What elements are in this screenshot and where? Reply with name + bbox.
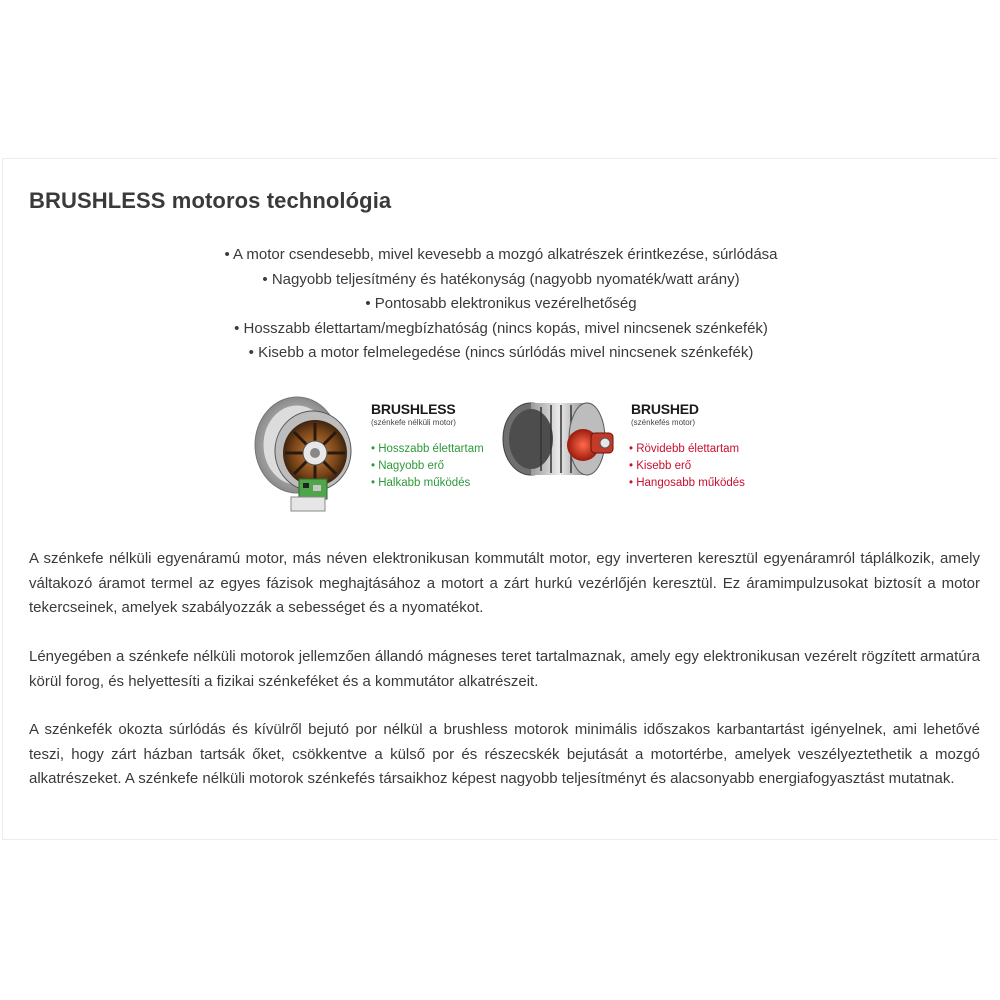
brushless-title: BRUSHLESS xyxy=(371,401,456,417)
bullet-item: • Nagyobb teljesítmény és hatékonyság (nagyobb nyomaték/watt arány) xyxy=(262,270,740,288)
brushed-feature: • Rövidebb élettartam xyxy=(629,443,740,455)
brushless-feature-list xyxy=(371,441,484,492)
brushed-feature: • Hangosabb működés xyxy=(629,477,745,489)
brushed-motor-image xyxy=(501,399,619,481)
brushless-feature: • Halkabb működés xyxy=(371,477,471,489)
brushed-title: BRUSHED xyxy=(631,401,699,417)
body-paragraph: A szénkefe nélküli egyenáramú motor, más néven elektronikusan kommutált motor, egy inverteren keresztül egyenáramról táplálkozik, amely váltakozó áramot termel az egyes fázisok meghajtásához a motort a zárt hurkú vezérlőjén keresztül. Ez áramimpulzusokat biztosít a motor tekercseinek, amelyek szabályozzák a sebességet és a nyomatékot. xyxy=(29,550,980,616)
brushed-feature-list xyxy=(629,441,745,492)
bullet-item: • Pontosabb elektronikus vezérelhetőség xyxy=(365,295,637,312)
bullet-item: • A motor csendesebb, mivel kevesebb a mozgó alkatrészek érintkezése, súrlódása xyxy=(224,246,778,263)
body-paragraph: Lényegében a szénkefe nélküli motorok jellemzően állandó mágneses teret tartalmaznak, amely egy elektronikusan vezérelt rögzített armatúra körül forog, és helyettesíti a fizikai szénkeféket és a kommutátor alkatrészeit. xyxy=(29,648,980,690)
bullet-item: • Hosszabb élettartam/megbízhatóság (nincs kopás, mivel nincsenek szénkefék) xyxy=(234,319,768,337)
bullet-item: • Kisebb a motor felmelegedése (nincs súrlódás mivel nincsenek szénkefék) xyxy=(248,344,754,361)
brushless-motor-image xyxy=(251,393,369,523)
brushless-subtitle: (szénkefe nélküli motor) xyxy=(371,418,456,427)
brushless-feature: • Nagyobb erő xyxy=(371,460,445,472)
content-panel xyxy=(2,158,998,840)
page-title: BRUSHLESS motoros technológia xyxy=(29,188,392,213)
body-paragraph: A szénkefék okozta súrlódás és kívülről bejutó por nélkül a brushless motorok minimális időszakos karbantartást igényelnek, ami lehetővé teszi, hogy zárt házban tartsák őket, csökkentve a külső por és részecskék bejutását a motortérbe, amelyek veszélyeztethetik a mozgó alkatrészeket. A szénkefe nélküli motorok szénkefés társaikhoz képest nagyobb teljesítményt és alacsonyabb energiafogyasztást mutatnak. xyxy=(29,721,980,787)
brushed-feature: • Kisebb erő xyxy=(629,460,692,472)
motor-comparison-figure xyxy=(251,387,771,523)
brushed-subtitle: (szénkefés motor) xyxy=(631,418,696,427)
brushless-feature: • Hosszabb élettartam xyxy=(371,443,484,455)
feature-bullet-list xyxy=(3,243,999,366)
